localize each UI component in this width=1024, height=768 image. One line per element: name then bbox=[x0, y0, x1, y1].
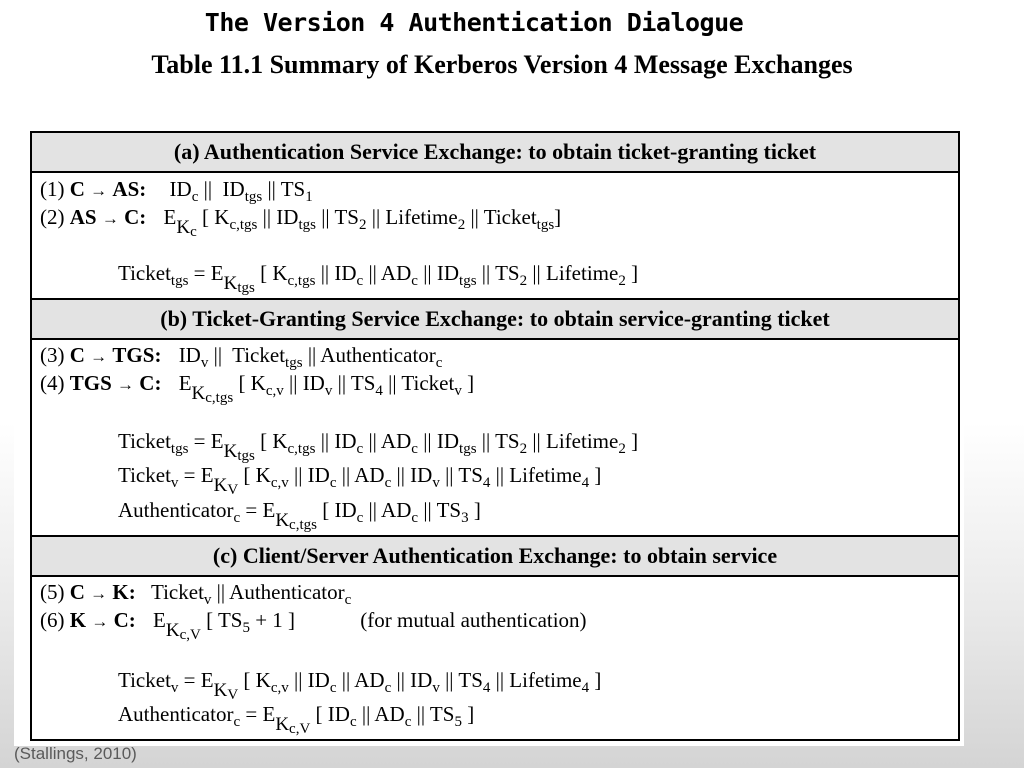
message-6: (6) K → C: $E_{K_{c,V}}$ [ $TS_5 + 1$ ] (for mutual authentication) bbox=[40, 608, 587, 643]
ticket-v-definition: Ticket$_v$ = $E_{K_V}$ [ $K_{c,v}$ || $ID_c$ || $AD_c$ || $ID_v$ || $TS_4$ || Lifetime$_4$ ] bbox=[118, 668, 602, 703]
section-c-header: (c) Client/Server Authentication Exchange: to obtain service bbox=[32, 537, 958, 577]
mutual-auth-note: (for mutual authentication) bbox=[360, 608, 587, 632]
section-b-header: (b) Ticket-Granting Service Exchange: to obtain service-granting ticket bbox=[32, 300, 958, 340]
table-caption: Table 11.1 Summary of Kerberos Version 4 Message Exchanges bbox=[151, 50, 853, 79]
message-2: (2) AS → C: $E_{K_c}$ [ $K_{c,tgs}$ || $ID_{tgs}$ || $TS_2$ || Lifetime$_2$ || Ticket$_{tgs}$] bbox=[40, 205, 562, 240]
message-3: (3) C → TGS: $ID_v$ || Ticket$_{tgs}$ || Authenticator$_c$ bbox=[40, 343, 443, 371]
message-4: (4) TGS → C: $E_{K_{c,tgs}}$ [ $K_{c,v}$ || $ID_v$ || $TS_4$ || Ticket$_v$ ] bbox=[40, 371, 475, 406]
kerberos-exchange-table bbox=[30, 131, 960, 741]
message-1: (1) C → AS: $ID_c$ || $ID_{tgs}$ || $TS_1$ bbox=[40, 177, 313, 205]
authenticator-definition: Authenticator$_c$ = $E_{K_{c,V}}$ [ $ID_c$ || $AD_c$ || $TS_5$ ] bbox=[118, 702, 475, 737]
section-b-body bbox=[32, 340, 958, 537]
ticket-tgs-definition: Ticket$_{tgs}$ = $E_{K_{tgs}}$ [ $K_{c,tgs}$ || $ID_c$ || $AD_c$ || $ID_{tgs}$ || $TS_2$ || Lifetime$_2$ ] bbox=[118, 429, 639, 464]
section-a-header: (a) Authentication Service Exchange: to obtain ticket-granting ticket bbox=[32, 133, 958, 173]
section-c-body bbox=[32, 577, 958, 745]
citation-footer: (Stallings, 2010) bbox=[14, 744, 137, 763]
ticket-v-definition: Ticket$_v$ = $E_{K_V}$ [ $K_{c,v}$ || $ID_c$ || $AD_c$ || $ID_v$ || $TS_4$ || Lifetime$_4$ ] bbox=[118, 463, 602, 498]
authenticator-definition: Authenticator$_c$ = $E_{K_{c,tgs}}$ [ $ID_c$ || $AD_c$ || $TS_3$ ] bbox=[118, 498, 481, 533]
section-a-body bbox=[32, 173, 958, 300]
message-5: (5) C → K: Ticket$_v$ || Authenticator$_c$ bbox=[40, 580, 352, 608]
slide-title: The Version 4 Authentication Dialogue bbox=[204, 8, 744, 37]
ticket-tgs-definition: Ticket$_{tgs}$ = $E_{K_{tgs}}$ [ $K_{c,tgs}$ || $ID_c$ || $AD_c$ || $ID_{tgs}$ || $TS_2$ || Lifetime$_2$ ] bbox=[118, 261, 639, 296]
